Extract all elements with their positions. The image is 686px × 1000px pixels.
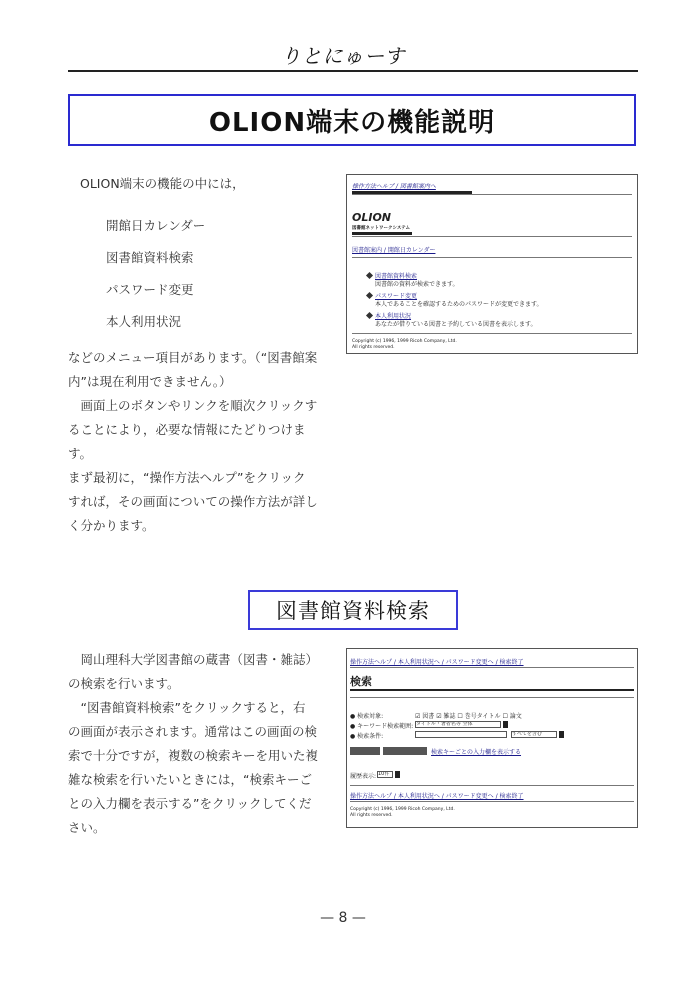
body-line: との入力欄を表示する”をクリックしてくだ <box>68 796 312 811</box>
olion-sublogo: 図書館ネットワークシステム <box>352 226 411 231</box>
keyword-label: ● キーワード検索範囲: <box>350 723 414 730</box>
top-links[interactable]: 操作方法ヘルプ / 図書館案内へ <box>352 183 436 190</box>
body-line: 画面上のボタンやリンクを順次クリックす <box>80 398 318 413</box>
nav-line <box>352 257 632 258</box>
match-mode-select[interactable] <box>511 731 557 738</box>
menu-item-search: 図書館資料検索 <box>106 250 194 265</box>
body-line: まず最初に，“操作方法ヘルプ”をクリック <box>68 470 306 485</box>
top-nav-links[interactable]: 操作方法ヘルプ / 本人利用状況へ / パスワード変更へ / 検索終了 <box>350 659 524 666</box>
target-label: ● 検索対象: <box>350 713 384 720</box>
olion-logo: OLION <box>352 211 392 224</box>
body-line: すれば，その画面についての操作方法が詳し <box>68 494 318 509</box>
menu-desc-password: 本人であることを確認するためのパスワードが変更できます。 <box>375 301 543 308</box>
copyright-line-1: Copyright (c) 1996, 1999 Ricoh Company, Ltd. <box>350 807 455 812</box>
section2-title-box <box>248 590 458 630</box>
keyword-scope-select[interactable] <box>415 721 501 728</box>
nav-line <box>350 667 634 668</box>
expand-keys-link[interactable]: 検索キーごとの入力欄を表示する <box>431 749 522 756</box>
section1-body <box>68 346 326 538</box>
copyright-line-2: All rights reserved. <box>352 345 395 350</box>
header-line <box>352 194 632 195</box>
clear-button[interactable] <box>383 747 427 755</box>
diamond-bullet-icon <box>366 312 373 319</box>
sublogo-bar <box>352 232 412 235</box>
body-line: 岡山理科大学図書館の蔵書（図書・雑誌） <box>80 652 319 667</box>
menu-item-calendar: 開館日カレンダー <box>106 218 206 233</box>
running-title: りとにゅーす <box>280 44 406 68</box>
link-password[interactable]: パスワード変更 <box>375 293 418 300</box>
target-options[interactable]: ☑ 図書 ☑ 雑誌 ☐ 巻号タイトル ☐ 論文 <box>415 713 522 720</box>
page-number: — 8 — <box>320 910 366 926</box>
bottom-nav-links[interactable]: 操作方法ヘルプ / 本人利用状況へ / パスワード変更へ / 検索終了 <box>350 793 524 800</box>
heading-line <box>350 697 634 698</box>
footer-line <box>352 333 632 334</box>
body-line: などのメニュー項目があります。（“図書館案 <box>68 350 318 365</box>
header-rule <box>68 70 638 72</box>
count-value: 10件 <box>378 771 390 777</box>
keyword-scope-value: タイトル・著者名等 全体 <box>416 721 473 727</box>
body-line: 雑な検索を行いたいときには，“検索キーご <box>68 772 312 787</box>
count-select[interactable] <box>377 771 393 778</box>
link-status[interactable]: 本人利用状況 <box>375 313 412 320</box>
section2-body <box>68 648 326 840</box>
footer-line-top <box>350 785 634 786</box>
condition-label: ● 検索条件: <box>350 733 384 740</box>
menu-desc-search: 図書館の資料が検索できます。 <box>375 281 459 288</box>
body-line: の画面が表示されます。通常はこの画面の検 <box>68 724 318 739</box>
count-label: 履歴表示: <box>350 773 377 780</box>
match-mode-value: すべてを含む <box>512 731 542 737</box>
diamond-bullet-icon <box>366 272 373 279</box>
intro-text: OLION端末の機能の中には， <box>80 176 245 191</box>
menu-desc-status: あなたが借りている図書と予約している図書を表示します。 <box>375 321 537 328</box>
link-search[interactable]: 図書館資料検索 <box>375 273 418 280</box>
search-button[interactable] <box>350 747 380 755</box>
body-line: ることにより，必要な情報にたどりつけます。 <box>68 422 306 461</box>
menu-item-status: 本人利用状況 <box>106 314 182 329</box>
copyright-line-2: All rights reserved. <box>350 813 393 818</box>
body-line: 内”は現在利用できません。） <box>68 374 232 389</box>
body-line: く分かります。 <box>68 518 155 533</box>
footer-line <box>350 801 634 802</box>
body-line: の検索を行います。 <box>68 676 180 691</box>
search-screenshot <box>346 648 638 828</box>
heading-rule <box>350 689 634 691</box>
condition-input[interactable] <box>415 731 507 738</box>
diamond-bullet-icon <box>366 292 373 299</box>
body-line: “図書館資料検索”をクリックすると，右 <box>80 700 306 715</box>
main-title-box <box>68 94 636 146</box>
copyright-line-1: Copyright (c) 1996, 1999 Ricoh Company, Ltd. <box>352 339 457 344</box>
main-title: OLION端末の機能説明 <box>208 107 496 138</box>
search-heading: 検索 <box>350 675 372 688</box>
section2-title: 図書館資料検索 <box>276 599 430 623</box>
sublogo-line <box>352 236 632 237</box>
dropdown-arrow-icon[interactable] <box>395 771 400 778</box>
nav-links[interactable]: 図書館案内 / 開館日カレンダー <box>352 247 436 254</box>
menu-item-password: パスワード変更 <box>106 282 194 297</box>
body-line: 索で十分ですが，複数の検索キーを用いた複 <box>68 748 319 763</box>
dropdown-arrow-icon[interactable] <box>503 721 508 728</box>
olion-menu-screenshot <box>346 174 638 354</box>
body-line: さい。 <box>68 820 106 835</box>
dropdown-arrow-icon[interactable] <box>559 731 564 738</box>
